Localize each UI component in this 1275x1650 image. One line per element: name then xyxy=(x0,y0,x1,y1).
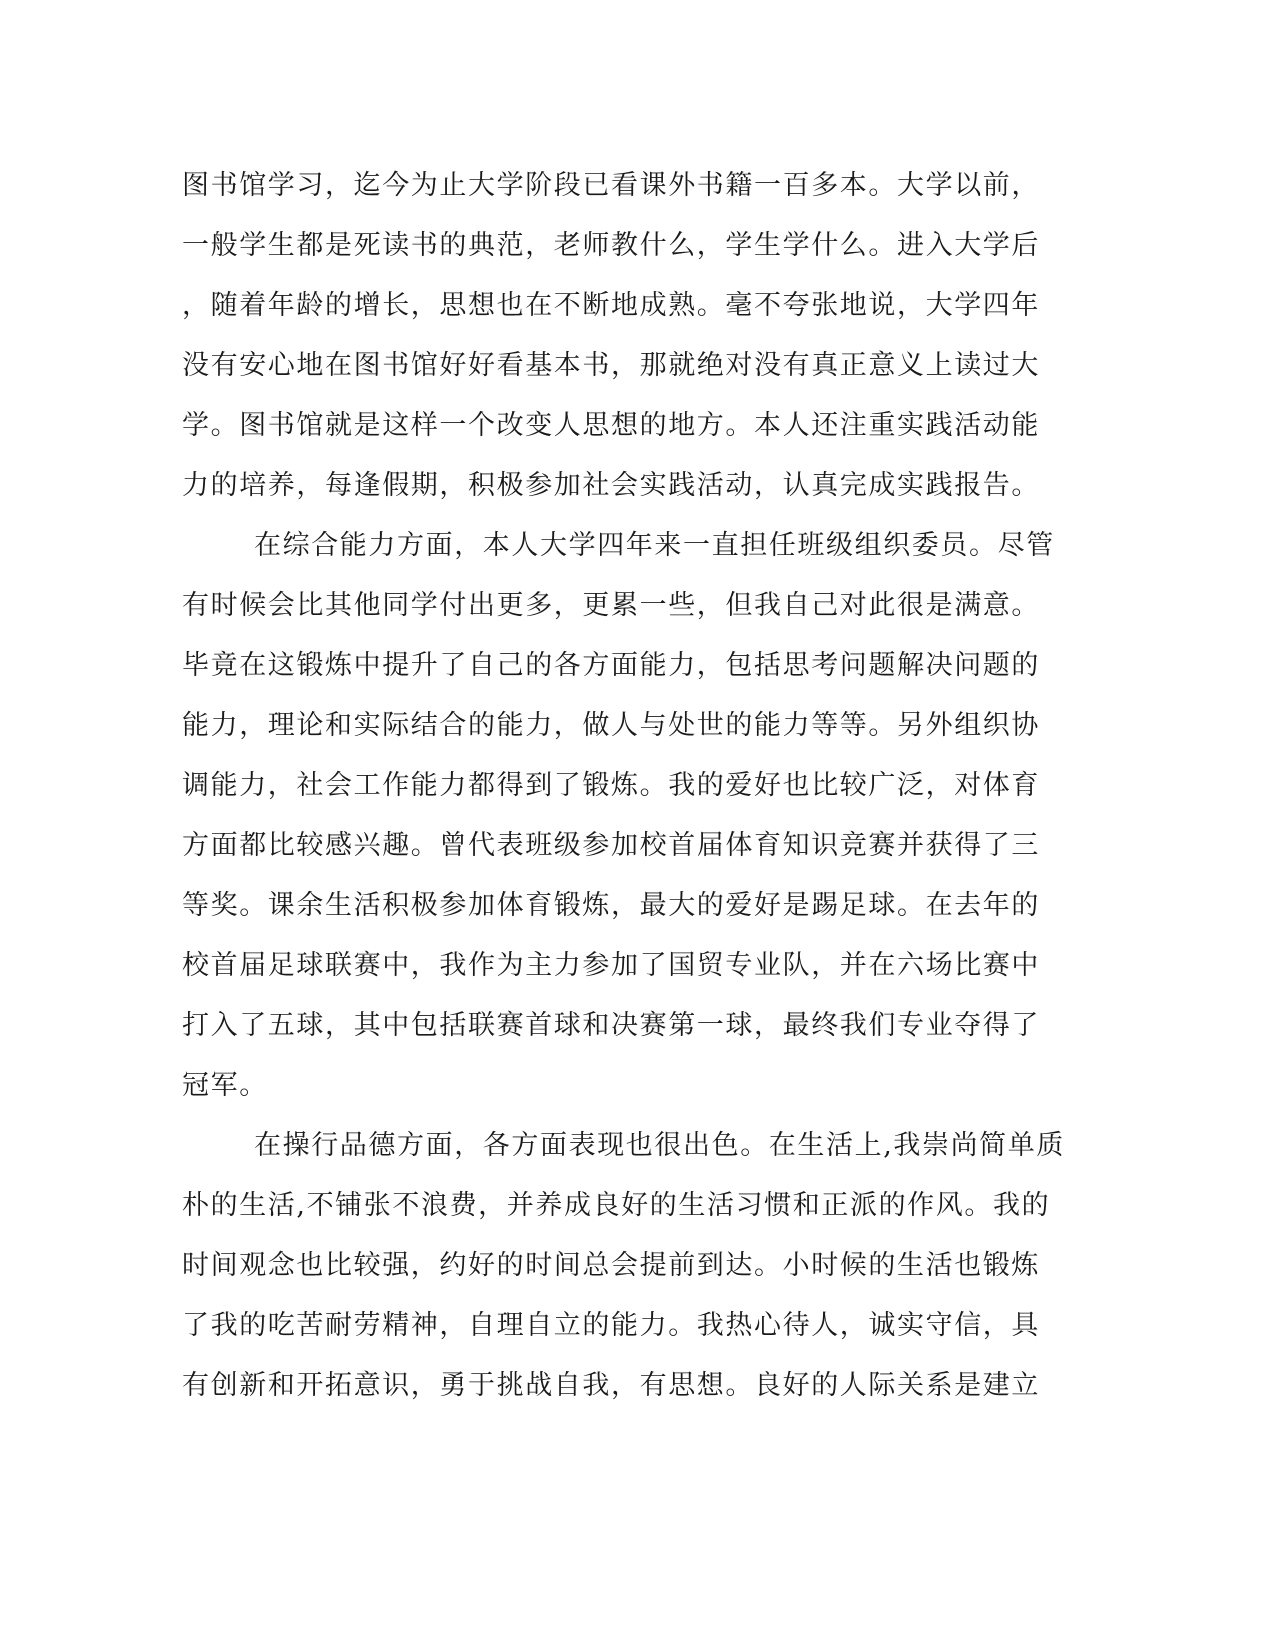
paragraph-reading-practice xyxy=(182,156,1062,516)
text-line: 图书馆学习，迄今为止大学阶段已看课外书籍一百多本。大学以前， xyxy=(182,170,1040,201)
text-line: 学。图书馆就是这样一个改变人思想的地方。本人还注重实践活动能 xyxy=(182,410,1040,441)
text-line: 毕竟在这锻炼中提升了自己的各方面能力，包括思考问题解决问题的 xyxy=(182,650,1040,681)
text-line: 朴的生活,不铺张不浪费，并养成良好的生活习惯和正派的作风。我的 xyxy=(182,1190,1051,1221)
text-line: 一般学生都是死读书的典范，老师教什么，学生学什么。进入大学后 xyxy=(182,230,1040,261)
text-line: 打入了五球，其中包括联赛首球和决赛第一球，最终我们专业夺得了 xyxy=(182,1010,1040,1041)
text-line: ，随着年龄的增长，思想也在不断地成熟。毫不夸张地说，大学四年 xyxy=(182,290,1040,321)
text-line: 没有安心地在图书馆好好看基本书，那就绝对没有真正意义上读过大 xyxy=(182,350,1040,381)
text-line: 有创新和开拓意识，勇于挑战自我，有思想。良好的人际关系是建立 xyxy=(182,1370,1040,1401)
body-text xyxy=(182,156,1065,1416)
paragraph-moral-character xyxy=(182,1116,1065,1416)
text-line: 能力，理论和实际结合的能力，做人与处世的能力等等。另外组织协 xyxy=(182,710,1040,741)
paragraph-comprehensive-ability xyxy=(182,516,1062,1116)
text-line: 时间观念也比较强，约好的时间总会提前到达。小时候的生活也锻炼 xyxy=(182,1250,1040,1281)
text-line: 力的培养，每逢假期，积极参加社会实践活动，认真完成实践报告。 xyxy=(182,470,1040,501)
text-line: 在操行品德方面，各方面表现也很出色。在生活上,我崇尚简单质 xyxy=(254,1130,1065,1161)
text-line: 了我的吃苦耐劳精神，自理自立的能力。我热心待人，诚实守信，具 xyxy=(182,1310,1040,1341)
text-line: 有时候会比其他同学付出更多，更累一些，但我自己对此很是满意。 xyxy=(182,590,1040,621)
text-line: 调能力，社会工作能力都得到了锻炼。我的爱好也比较广泛，对体育 xyxy=(182,770,1040,801)
text-line: 冠军。 xyxy=(182,1070,268,1101)
text-line: 校首届足球联赛中，我作为主力参加了国贸专业队，并在六场比赛中 xyxy=(182,950,1040,981)
text-line: 在综合能力方面，本人大学四年来一直担任班级组织委员。尽管 xyxy=(254,530,1055,561)
text-line: 等奖。课余生活积极参加体育锻炼，最大的爱好是踢足球。在去年的 xyxy=(182,890,1040,921)
text-line: 方面都比较感兴趣。曾代表班级参加校首届体育知识竞赛并获得了三 xyxy=(182,830,1040,861)
